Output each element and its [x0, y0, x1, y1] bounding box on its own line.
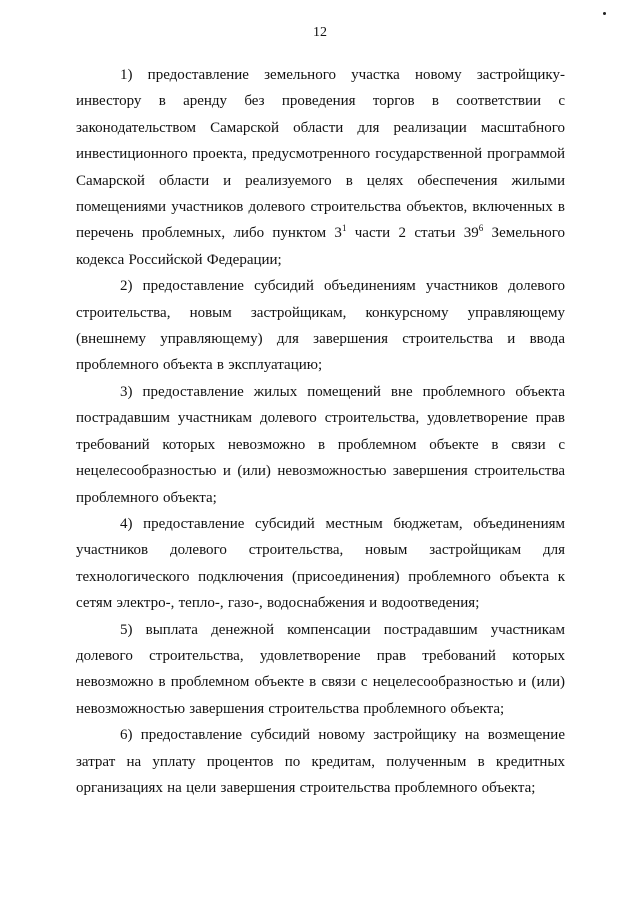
paragraph-item-3: 3) предоставление жилых помещений вне проблемного объекта пострадавшим участникам долевого строительства, удовлетворение прав требований которых невозможно в проблемном объекте в связи с нецелесообразностью и (или) невозможностью завершения строительства проблемного объекта;	[76, 383, 565, 506]
document-body	[76, 62, 565, 801]
page-number: 12	[313, 25, 327, 40]
paragraph-1-text-b: части 2 статьи 39	[346, 225, 479, 242]
paragraph-item-1	[76, 62, 565, 273]
paragraph-item-4: 4) предоставление субсидий местным бюджетам, объединениям участников долевого строительства, новым застройщикам для технологического подключения (присоединения) проблемного объекта к сетям электро-, тепло-, газо-, водоснабжения и водоотведения;	[76, 515, 565, 612]
paragraph-item-2: 2) предоставление субсидий объединениям участников долевого строительства, новым застройщикам, конкурсному управляющему (внешнему управляющему) для завершения строительства и ввода проблемного объекта в эксплуатацию;	[76, 278, 565, 374]
paragraph-item-6: 6) предоставление субсидий новому застройщику на возмещение затрат на уплату процентов по кредитам, полученным в кредитных организациях на цели завершения строительства проблемного объекта;	[76, 727, 565, 796]
paragraph-item-5: 5) выплата денежной компенсации пострадавшим участникам долевого строительства, удовлетворение прав требований которых невозможно в проблемном объекте в связи с нецелесообразностью и (или) невозможностью завершения строительства проблемного объекта;	[76, 621, 565, 717]
paragraph-1-superscript-2: 6	[478, 223, 484, 234]
scan-artifact-dot	[603, 12, 606, 15]
paragraph-1-text-c: Земельного кодекса Российской Федерации;	[76, 225, 566, 268]
paragraph-1-superscript-1: 1	[341, 223, 347, 234]
paragraph-1-text-a: 1) предоставление земельного участка новому застройщику-инвестору в аренду без проведения торгов в соответствии с законодательством Самарской области для реализации масштабного инвестиционного проекта, предусмотренного государственной программой Самарской области и реализуемого в целях обеспечения жилыми помещениями участников долевого строительства объектов, включенных в перечень проблемных, либо пунктом 3	[76, 67, 565, 242]
